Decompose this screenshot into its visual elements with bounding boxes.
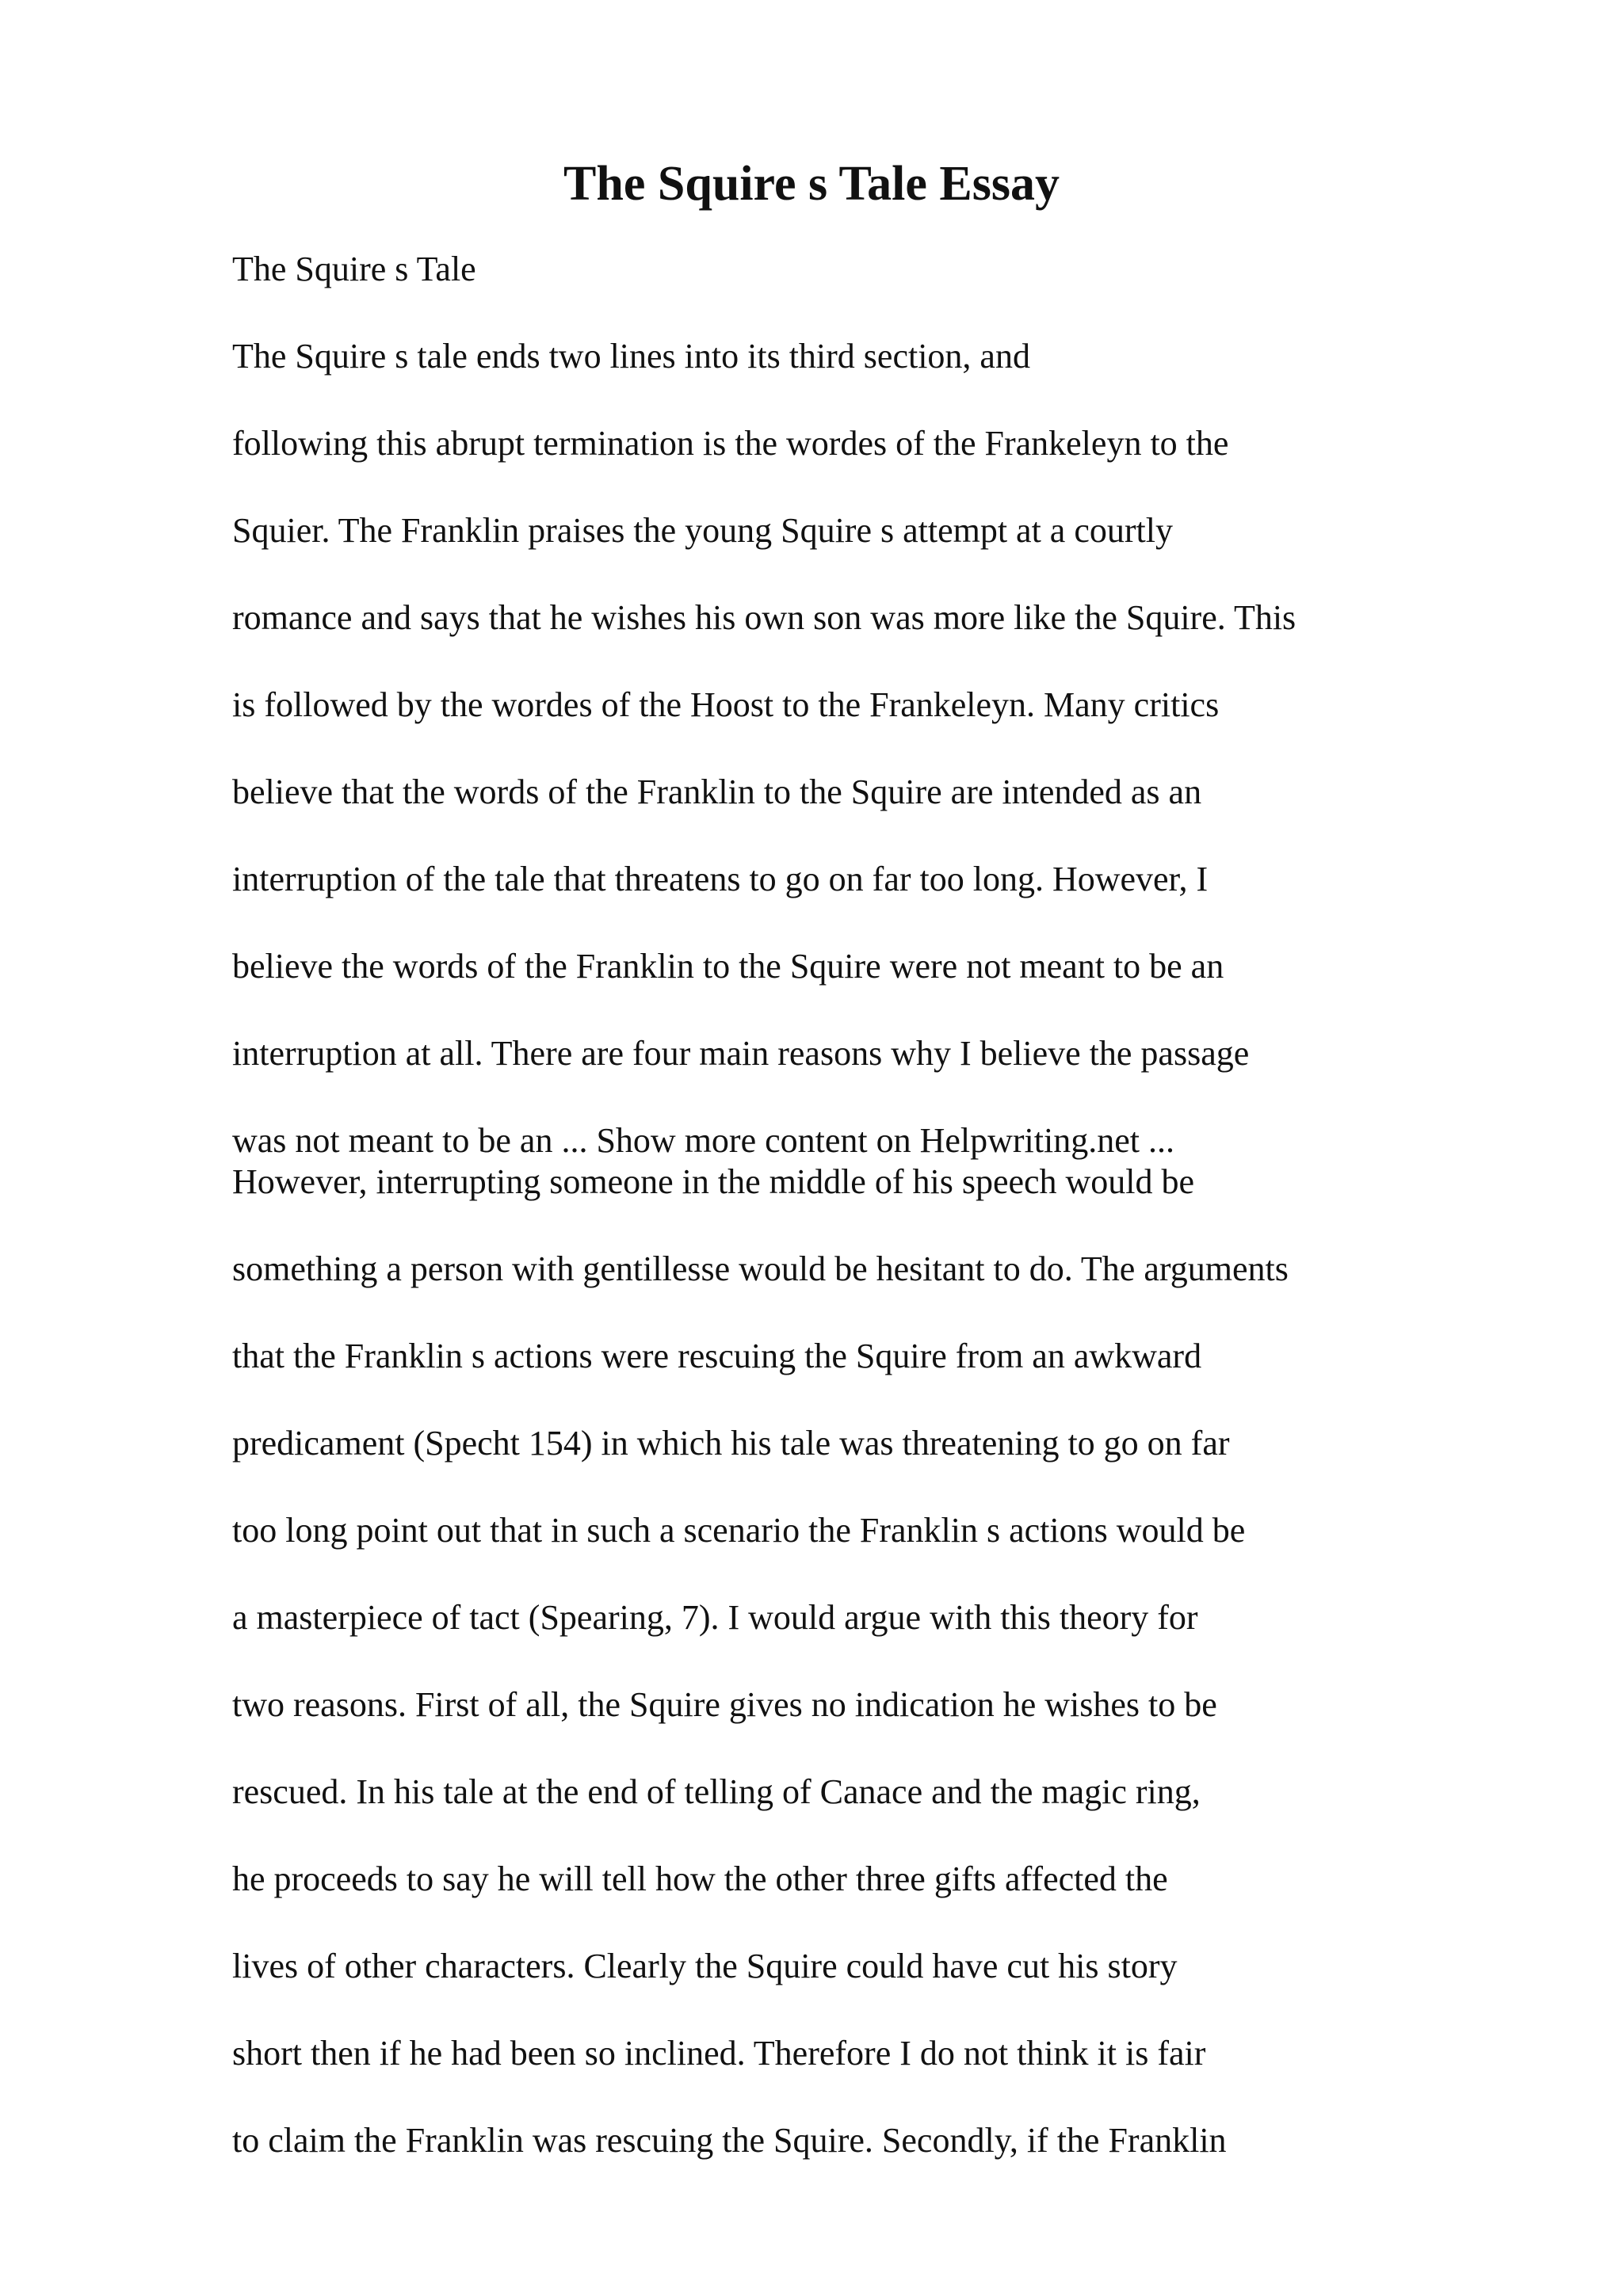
text-line: lives of other characters. Clearly the Squire could have cut his story (232, 1947, 1178, 1985)
essay-subtitle: The Squire s Tale (232, 250, 476, 288)
text-line: Squier. The Franklin praises the young Squire s attempt at a courtly (232, 511, 1173, 550)
text-line: two reasons. First of all, the Squire gives no indication he wishes to be (232, 1685, 1217, 1724)
text-line: something a person with gentillesse would be hesitant to do. The arguments (232, 1249, 1289, 1288)
text-line: believe that the words of the Franklin to the Squire are intended as an (232, 772, 1202, 811)
text-line: that the Franklin s actions were rescuing the Squire from an awkward (232, 1337, 1202, 1375)
text-line: rescued. In his tale at the end of telling of Canace and the magic ring, (232, 1772, 1201, 1811)
text-line: The Squire s tale ends two lines into its third section, and (232, 337, 1030, 376)
text-line: interruption of the tale that threatens to go on far too long. However, I (232, 860, 1209, 898)
text-line: short then if he had been so inclined. Therefore I do not think it is fair (232, 2034, 1206, 2073)
text-line: interruption at all. There are four main reasons why I believe the passage (232, 1034, 1250, 1073)
text-line: believe the words of the Franklin to the Squire were not meant to be an (232, 947, 1224, 986)
text-line: he proceeds to say he will tell how the other three gifts affected the (232, 1859, 1168, 1898)
page-title: The Squire s Tale Essay (563, 157, 1060, 211)
text-line: too long point out that in such a scenario the Franklin s actions would be (232, 1511, 1246, 1550)
text-line: However, interrupting someone in the middle of his speech would be (232, 1162, 1195, 1201)
text-line: is followed by the wordes of the Hoost to the Frankeleyn. Many critics (232, 685, 1220, 724)
text-line: following this abrupt termination is the wordes of the Frankeleyn to the (232, 424, 1229, 463)
text-line: was not meant to be an ... Show more content on Helpwriting.net ... (232, 1121, 1174, 1160)
text-line: a masterpiece of tact (Spearing, 7). I would argue with this theory for (232, 1598, 1198, 1637)
text-line: to claim the Franklin was rescuing the Squire. Secondly, if the Franklin (232, 2121, 1227, 2160)
text-line: predicament (Specht 154) in which his tale was threatening to go on far (232, 1424, 1230, 1463)
text-line: romance and says that he wishes his own son was more like the Squire. This (232, 598, 1296, 637)
